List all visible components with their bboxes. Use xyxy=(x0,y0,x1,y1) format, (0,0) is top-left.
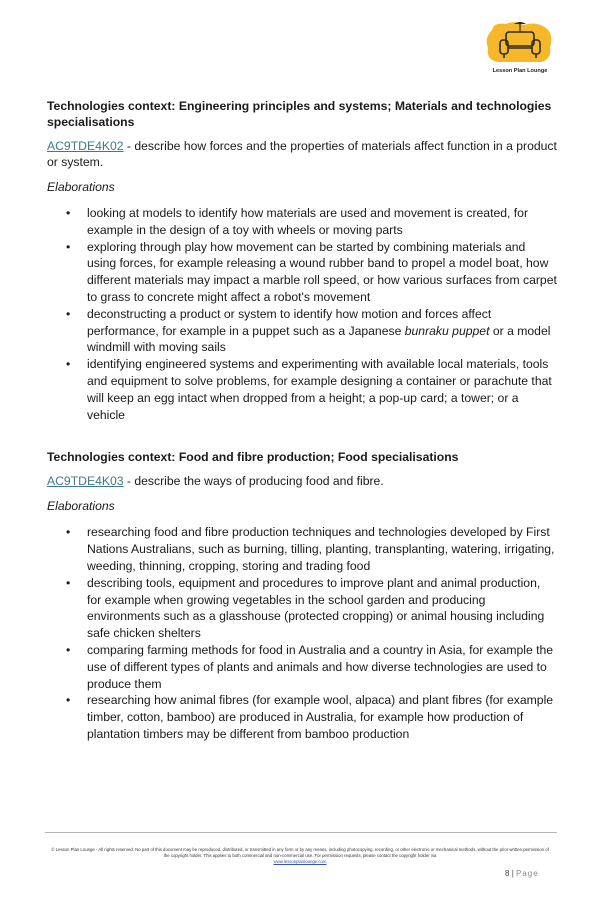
website-link[interactable]: www.lessonplanlounge.com xyxy=(273,859,327,864)
footer-divider xyxy=(45,832,557,833)
section-title: Technologies context: Food and fibre production; Food specialisations xyxy=(47,450,459,465)
bullet-icon: • xyxy=(66,239,71,254)
list-item: • describing tools, equipment and procedures to improve plant and animal production, for example when growing vegetables in the school garden and producing environments such as a glasshouse (protected cropping) or animal housing including safe chicken shelters xyxy=(66,575,545,641)
curriculum-code-line xyxy=(47,473,557,489)
sofa-logo-icon xyxy=(484,20,556,70)
code-description: - describe how forces and the properties of materials affect function in a product or system. xyxy=(47,139,557,169)
list-item: • researching how animal fibres (for example wool, alpaca) and plant fibres (for example timber, cotton, bamboo) are produced in Australia, for example how production of plantation timbers may be different from bamboo production xyxy=(66,693,554,741)
curriculum-code-link[interactable]: AC9TDE4K03 xyxy=(47,474,124,489)
bullet-icon: • xyxy=(66,575,71,590)
elaborations-label: Elaborations xyxy=(47,499,115,514)
code-description: - describe the ways of producing food and fibre. xyxy=(123,474,384,489)
logo xyxy=(484,20,556,78)
bullet-icon: • xyxy=(66,206,71,220)
page-number: 8 | Page xyxy=(505,869,539,878)
bullet-icon: • xyxy=(66,357,71,372)
list-item: • researching food and fibre production techniques and technologies developed by First Nations Australians, such as burning, tilling, planting, transplanting, watering, irrigating, weeding, thinning, cropping, storing and trading food xyxy=(66,525,555,573)
list-item: • deconstructing a product or system to identify how motion and forces affect performance, for example in a puppet such as a Japanese bunraku puppet or a model windmill with moving sails xyxy=(66,306,551,355)
bullet-icon: • xyxy=(66,693,71,708)
copyright-notice: © Lesson Plan Lounge - All rights reserved. No part of this document may be reproduced, distributed, or transmitted in any form or by any means, including photocopying, recording, or other electronic or mechanical methods, without the prior written permission of the copyright holder. This applies to both commercial and non-commercial use. For permission requests, please contact the copyright holder via www.lessonplanlounge.com xyxy=(51,847,549,864)
bullet-icon: • xyxy=(66,525,71,540)
list-item: • exploring through play how movement can be started by combining materials and using forces, for example releasing a wound rubber band to propel a model boat, how different materials may impact a marble roll speed, or how various surfaces from carpet to grass to concrete might affect a robot's movement xyxy=(66,239,557,304)
bullet-icon: • xyxy=(66,642,71,657)
elaborations-list xyxy=(47,524,557,742)
bullet-icon: • xyxy=(66,306,71,321)
list-item: • comparing farming methods for food in Australia and a country in Asia, for example the use of different types of plants and animals and how diverse technologies are used to produce them xyxy=(66,642,554,691)
list-item: • looking at models to identify how materials are used and movement is created, for example in the design of a toy with wheels or moving parts xyxy=(66,206,529,237)
elaborations-list xyxy=(47,205,557,423)
elaborations-label: Elaborations xyxy=(47,180,115,194)
list-item: • identifying engineered systems and experimenting with available local materials, tools and equipment to solve problems, for example designing a container or parachute that will keep an egg intact when dropped from a height; a pop-up card; a tower; or a vehicle xyxy=(66,357,552,422)
curriculum-code-line xyxy=(47,138,557,170)
curriculum-code-link[interactable]: AC9TDE4K02 xyxy=(47,139,124,153)
document-body xyxy=(47,98,557,743)
section-title: Technologies context: Engineering principles and systems; Materials and technologies specialisations xyxy=(47,99,552,129)
logo-text: Lesson Plan Lounge xyxy=(492,68,548,74)
